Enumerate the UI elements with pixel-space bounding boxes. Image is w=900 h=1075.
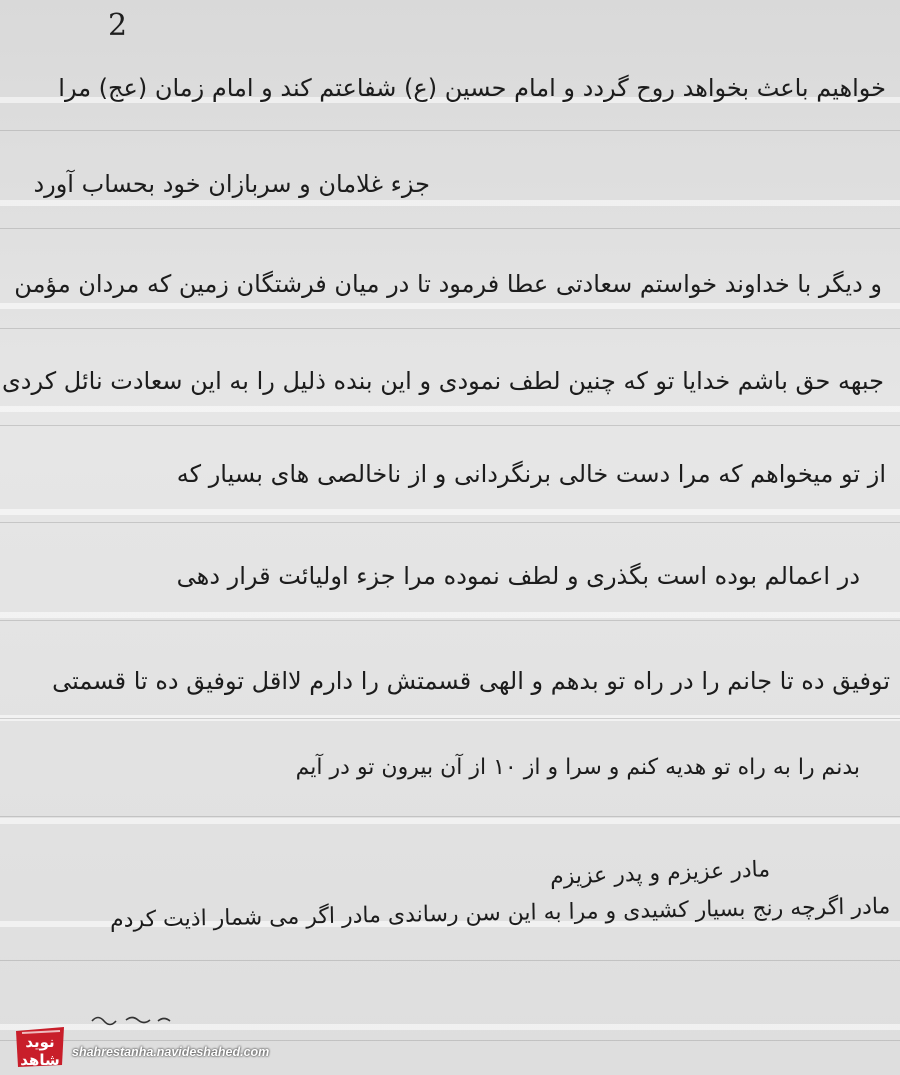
watermark (12, 1025, 302, 1069)
handwritten-line: و دیگر با خداوند خواستم سعادتی عطا فرمود تا در میان فرشتگان زمین که مردان مؤمن (14, 270, 882, 298)
handwritten-line: بدنم را به راه تو هدیه کنم و سرا و از ۱۰ از آن بیرون تو در آیم (295, 755, 860, 780)
ruled-line (0, 328, 900, 329)
handwritten-line: جزء غلامان و سربازان خود بحساب آورد (33, 170, 430, 198)
ruled-line (0, 522, 900, 523)
ruled-line (0, 228, 900, 229)
handwritten-line: خواهیم باعث بخواهد روح گردد و امام حسین (ع) شفاعتم کند و امام زمان (عج) مرا (58, 74, 886, 102)
ruled-line (0, 960, 900, 961)
handwritten-line: در اعمالم بوده است بگذری و لطف نموده مرا جزء اولیائت قرار دهی (176, 562, 860, 590)
ruled-line (0, 718, 900, 719)
watermark-logo-text: نوید شاهد (20, 1033, 60, 1069)
ruled-line (0, 816, 900, 817)
ruled-line (0, 620, 900, 621)
ruled-line (0, 130, 900, 131)
handwritten-line: مادر اگرچه رنج بسیار کشیدی و مرا به این سن رساندی مادر اگر می شمار اذیت کردم (109, 894, 891, 933)
salutation-line: مادر عزیزم و پدر عزیزم (549, 857, 771, 890)
page-number: 2 (108, 8, 128, 43)
handwritten-line: از تو میخواهم که مرا دست خالی برنگردانی و از ناخالصی های بسیار که (176, 460, 886, 488)
ink-scribble (90, 1012, 180, 1026)
handwritten-line: جبهه حق باشم خدایا تو که چنین لطف نمودی و این بنده ذلیل را به این سعادت نائل کردی (2, 367, 884, 395)
handwritten-line: توفیق ده تا جانم را در راه تو بدهم و الهی قسمتش را دارم لااقل توفیق ده تا قسمتی (52, 667, 890, 695)
ruled-line (0, 425, 900, 426)
watermark-url: shahrestanha.navideshahed.com (72, 1045, 270, 1059)
